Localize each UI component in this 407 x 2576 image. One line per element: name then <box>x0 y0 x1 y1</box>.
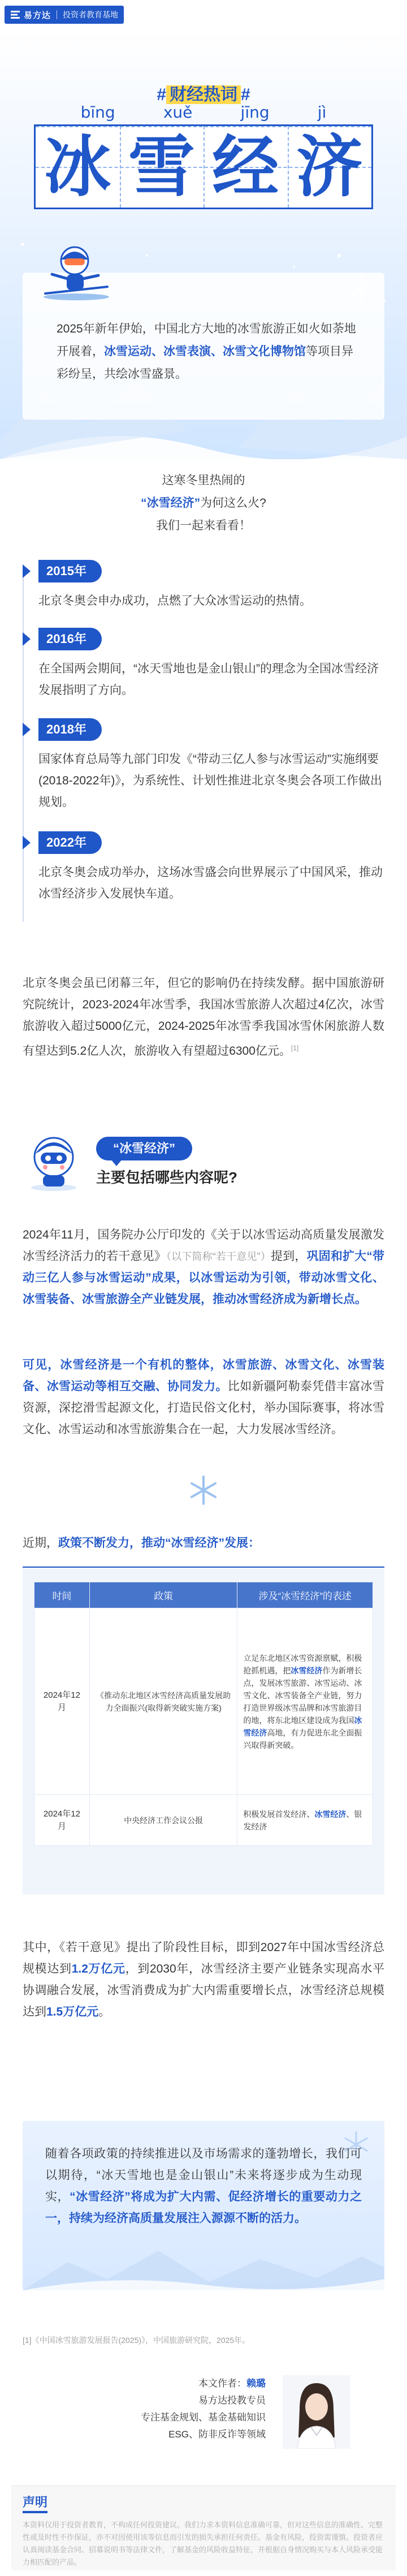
brand-name: 易方达 <box>24 10 51 20</box>
policy-note: （以下简称“若干意见”） <box>166 1251 271 1262</box>
question-line-2 <box>0 492 407 515</box>
pinyin-row <box>57 103 350 122</box>
hero-banner <box>0 29 407 459</box>
policy-highlight: 巩固和扩大“带动三亿人参与冰雪运动”成果，以冰雪运动为引领，带动冰雪文化、冰雪装备、冰雪旅游全产业链发展，推动冰雪经济成为新增长点。 <box>23 1250 384 1306</box>
cell-content-text: 高地，有力促进东北全面振兴取得新突破。 <box>243 1728 362 1750</box>
disclaimer-text: 本资料仅用于投资者教育，不构成任何投资建议。我们力求本资料信息准确可靠，但对这些信息的准确性、完整性或及时性不作保证，亦不对因使用该等信息而引发的损失承担任何责任。基金有风险，投资需谨慎。投资者应认真阅读基金合同、招募说明书等法律文件，了解基金的风险收益特征，并根据自身情况购买与本人风险承受能力相匹配的产品。 <box>23 2521 383 2566</box>
goal-highlight-1: 1.2万亿元 <box>71 1962 125 1975</box>
goal-highlight-2: 1.5万亿元 <box>46 2005 99 2018</box>
timeline-line <box>23 571 24 922</box>
question-line-1: 这寒冬里热闹的 <box>162 474 245 487</box>
disclaimer-title: 声明 <box>23 2495 48 2509</box>
timeline-year: 2016年 <box>38 628 102 650</box>
policy-table-card <box>23 1567 384 1895</box>
brand-banner[interactable] <box>5 6 124 24</box>
timeline-arrow-icon <box>23 723 31 736</box>
policy-table <box>34 1582 373 1846</box>
stats-text: 北京冬奥会虽已闭幕三年，但它的影响仍在持续发酵。据中国旅游研究院统计，2023-2024年冰雪季，我国冰雪旅游人次超过4亿次，冰雪旅游收入超过5000亿元，2024-2025年冰雪季我国冰雪休闲旅游人数有望达到5.2亿人次，旅游收入有望超过6300亿元。 <box>23 977 384 1058</box>
reference-marker[interactable]: [1] <box>291 1044 299 1052</box>
brand-subtitle: 投资者教育基地 <box>63 10 119 19</box>
recent-line <box>23 1533 384 1554</box>
disclaimer <box>11 2486 396 2570</box>
timeline-year: 2018年 <box>38 718 102 741</box>
pinyin-2: xuě <box>163 103 193 122</box>
cell-content <box>237 1608 373 1795</box>
timeline-arrow-icon <box>23 632 31 646</box>
title-char-3: 经 <box>212 128 279 206</box>
disclaimer-underline <box>23 2511 47 2513</box>
policy-text-1: 2024年11月，国务院办公厅印发的《关于以冰雪运动高质量发展激发冰雪经济活力的若干意见》 <box>23 1228 384 1263</box>
closing-paragraph <box>45 2143 362 2229</box>
author-label-line <box>107 2375 266 2392</box>
goal-text-2: ，到2030年，冰雪经济主要产业链条实现高水平协调融合发展，冰雪消费成为扩大内需重要增长点，冰雪经济总规模达到 <box>23 1962 384 2018</box>
col-header-content: 涉及“冰雪经济”的表述 <box>237 1582 373 1608</box>
author-label: 本文作者： <box>198 2378 246 2389</box>
title-grid-box <box>34 124 373 209</box>
col-header-policy: 政策 <box>89 1582 237 1608</box>
recent-highlight: 政策不断发力，推动“冰雪经济”发展： <box>58 1537 260 1550</box>
cell-content <box>237 1795 373 1846</box>
timeline-text: 北京冬奥会申办成功，点燃了大众冰雪运动的热情。 <box>38 594 311 607</box>
tag-hash-right: # <box>241 85 250 104</box>
mountain-decoration <box>23 2240 384 2290</box>
tag-text: 财经热词 <box>166 85 241 104</box>
intro-paragraph <box>57 318 362 386</box>
page-title <box>36 126 371 208</box>
integration-paragraph <box>23 1354 384 1440</box>
integration-highlight: 可见，冰雪经济是一个有机的整体，冰雪旅游、冰雪文化、冰雪装备、冰雪运动等相互交融、协同发力。 <box>23 1358 384 1393</box>
question-line-3: 我们一起来看看！ <box>156 519 251 532</box>
author-desc-3: ESG、防非反诈等领域 <box>168 2429 266 2440</box>
cell-content-highlight: 冰雪经济 <box>291 1665 323 1675</box>
cell-content-text: 、银发经济 <box>243 1809 362 1831</box>
snowflake-icon <box>187 1473 220 1507</box>
timeline-year: 2022年 <box>38 831 102 854</box>
cell-content-text: 作为新增长点，发展冰雪旅游、冰雪运动、冰雪文化、冰雪装备全产业链，努力打造世界级冰雪品牌和冰雪旅游目的地，将东北地区建设成为我国 <box>243 1665 362 1725</box>
author-block <box>107 2375 266 2443</box>
author-desc-2: 专注基金规划、基金基础知识 <box>141 2412 266 2423</box>
stats-paragraph <box>23 973 384 1062</box>
goal-paragraph <box>23 1937 384 2023</box>
author-avatar <box>283 2375 350 2449</box>
cell-content-highlight: 冰雪经济 <box>243 1715 362 1737</box>
timeline-arrow-icon <box>23 564 31 578</box>
timeline-text: 国家体育总局等九部门印发《“带动三亿人参与冰雪运动”实施纲要(2018-2022年)》，为系统性、计划性推进北京冬奥会各项工作做出规划。 <box>38 753 382 809</box>
closing-card <box>23 2121 384 2290</box>
author-name: 赖璐 <box>246 2378 266 2389</box>
goal-text-3: 。 <box>98 2005 111 2018</box>
integration-text: 比如新疆阿勒泰凭借丰富冰雪资源，深挖滑雪起源文化，打造民俗文化村，举办国际赛事，将冰雪文化、冰雪运动和冰雪旅游集合在一起，大力发展冰雪经济。 <box>23 1380 385 1436</box>
question-line-2-rest: 为何这么火? <box>200 497 266 510</box>
pinyin-3: jīng <box>240 103 270 122</box>
goal-text-1: 其中，《若干意见》提出了阶段性目标，即到2027年中国冰雪经济总规模达到 <box>23 1941 384 1975</box>
pinyin-4: jì <box>317 103 327 122</box>
table-header-row <box>34 1582 373 1608</box>
recent-prefix: 近期， <box>23 1537 58 1550</box>
tag-hash-left: # <box>157 85 166 104</box>
hot-word-tag <box>0 80 407 105</box>
top-bar <box>0 0 407 29</box>
policy-paragraph <box>23 1224 384 1310</box>
pinyin-1: bīng <box>80 103 115 122</box>
cell-content-text: 立足东北地区冰雪资源禀赋，积极抢抓机遇，把 <box>243 1653 362 1675</box>
section-bubble: “冰雪经济” <box>96 1137 192 1160</box>
closing-highlight: “冰雪经济”将成为扩大内需、促经济增长的重要动力之一，持续为经济高质量发展注入源源不断的活力。 <box>45 2190 362 2225</box>
timeline-text: 北京冬奥会成功举办，这场冰雪盛会向世界展示了中国风采，推动冰雪经济步入发展快车道。 <box>38 866 383 900</box>
question-highlight: “冰雪经济” <box>141 497 201 510</box>
intro-highlight: 冰雪运动、冰雪表演、冰雪文化博物馆 <box>104 345 306 358</box>
skier-mascot-icon <box>40 241 113 304</box>
cell-time: 2024年12月 <box>34 1795 90 1846</box>
title-char-2: 雪 <box>128 128 195 206</box>
cell-time: 2024年12月 <box>34 1608 90 1795</box>
author-desc-1: 易方达投教专员 <box>198 2395 266 2406</box>
brand-logo-icon <box>10 10 20 20</box>
closing-text: 随着各项政策的持续推进以及市场需求的蓬勃增长，我们可以期待，“冰天雪地也是金山银山”未来将逐步成为生动现实， <box>45 2147 362 2203</box>
cell-policy: 中央经济工作会议公报 <box>89 1795 237 1846</box>
title-char-4: 济 <box>296 128 363 206</box>
intro-text-1: 2025年新年伊始，中国北方大地的冰雪旅游正如火如荼地开展着， <box>57 322 356 358</box>
table-row <box>34 1795 373 1846</box>
question-block <box>0 469 407 537</box>
timeline-text: 在全国两会期间，“冰天雪地也是金山银山”的理念为全国冰雪经济发展指明了方向。 <box>38 662 379 697</box>
title-char-1: 冰 <box>44 128 111 206</box>
timeline-arrow-icon <box>23 836 31 849</box>
footnote: [1]《中国冰雪旅游发展报告(2025)》，中国旅游研究院，2025年。 <box>23 2336 250 2345</box>
policy-text-2: 提到， <box>271 1250 307 1263</box>
cell-content-text: 积极发展首发经济、 <box>243 1809 315 1819</box>
table-row <box>34 1608 373 1795</box>
snow-mascot-icon <box>23 1131 85 1193</box>
col-header-time: 时间 <box>34 1582 90 1608</box>
intro-text-2: 等项目异彩纷呈，共绘冰雪盛景。 <box>57 345 353 381</box>
timeline-year: 2015年 <box>38 560 102 582</box>
cell-content-highlight: 冰雪经济 <box>314 1809 347 1819</box>
cell-policy: 《推动东北地区冰雪经济高质量发展助力全面振兴(取得新突破实施方案) <box>89 1608 237 1795</box>
section-question: 主要包括哪些内容呢? <box>96 1169 237 1186</box>
